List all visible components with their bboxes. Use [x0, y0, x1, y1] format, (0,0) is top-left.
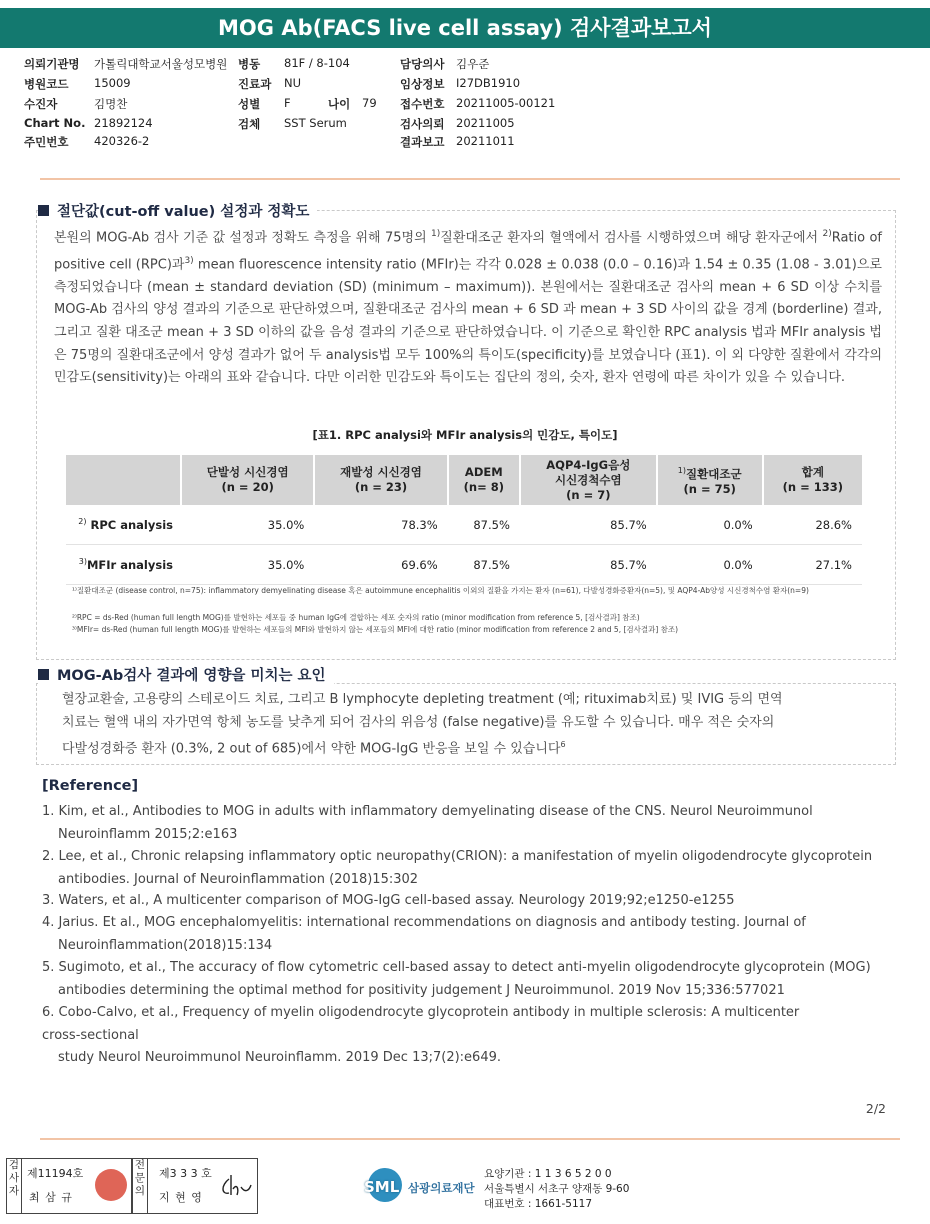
sensitivity-table — [66, 455, 862, 585]
footnote-1: ¹⁾질환대조군 (disease control, n=75): inflammatory demyelinating disease 혹은 autoimmune encephalitis 이외의 질환을 가지는 환자 (n=61), 다발성경화증환자(n=5), 및 AQP4-Ab양성 시신경척수염 환자(n=9) — [72, 586, 809, 595]
table-header-cell: 단발성 시신경염 (n = 20) — [181, 455, 314, 505]
row-header: $^{3)}$MFIr analysis — [66, 545, 181, 585]
footer-divider — [40, 1138, 900, 1140]
p1-part-c: Ratio of positive cell (RPC)과 — [54, 230, 882, 273]
table-row — [66, 545, 862, 585]
chart-value: 21892124 — [94, 116, 153, 130]
page-number: 2/2 — [865, 1101, 886, 1116]
section1-paragraph — [54, 223, 882, 390]
org-logo-text: SML — [364, 1178, 400, 1196]
receipt-label: 접수번호 — [400, 97, 445, 111]
age-label: 나이 — [328, 97, 351, 111]
signature-tag: 전문의 — [133, 1159, 148, 1213]
table-cell: 35.0% — [181, 505, 314, 545]
signature-icon — [219, 1171, 253, 1201]
tester-name: 최 삼 규 — [29, 1191, 73, 1204]
signature-box-specialist — [132, 1158, 258, 1214]
table-cell: 0.0% — [657, 545, 763, 585]
section1-title: 절단값(cut-off value) 설정과 정확도 — [57, 204, 310, 220]
reference-item: 6. Cobo-Calvo, et al., Frequency of myelin oligodendrocyte glycoprotein antibody in multiple sclerosis: A multicenter cross-sectional study Neurol Neuroimmunol Neuroinflamm. 2019 Dec 13;7(2):e649. — [42, 1005, 800, 1065]
institution-value: 가톨릭대학교서울성모병원 — [94, 57, 228, 71]
p1-sup-1: 1) — [431, 229, 441, 239]
footnote-2: ²⁾RPC = ds-Red (human full length MOG)를 발현하는 세포들 중 human IgG에 결합하는 세포 숫자의 ratio (minor modification from reference 5, [검사결과] 참조) — [72, 613, 640, 622]
signature-tag: 검사자 — [7, 1159, 22, 1213]
name-label: 수진자 — [24, 97, 58, 111]
table-cell: 85.7% — [520, 545, 657, 585]
reference-item: 1. Kim, et al., Antibodies to MOG in adults with inflammatory demyelinating disease of the CNS. Neurol Neuroimmunol Neuroinflamm 2015;2:e163 — [42, 804, 813, 842]
sex-value: F — [284, 96, 291, 110]
table-cell: 35.0% — [181, 545, 314, 585]
bullet-square-icon — [38, 669, 49, 680]
dept-label: 진료과 — [238, 77, 272, 91]
reference-item: 5. Sugimoto, et al., The accuracy of flow cytometric cell-based assay to detect anti-myelin oligodendrocyte glycoprotein (MOG) antibodies determining the optimal method for positivity judgement J Neuroimmunol. 2019 Nov 15;336:577021 — [42, 960, 871, 998]
table-header-cell: 합계 (n = 133) — [763, 455, 862, 505]
ward-label: 병동 — [238, 57, 261, 71]
id-value: 420326-2 — [94, 134, 150, 148]
table-cell: 87.5% — [448, 545, 520, 585]
care-institution-code: 요양기관 : 1 1 3 6 5 2 0 0 — [484, 1168, 612, 1180]
p1-part-a: 본원의 MOG-Ab 검사 기준 값 설정과 정확도 측정을 위해 75명의 — [54, 230, 432, 246]
p1-part-b: 질환대조군 환자의 혈액에서 검사를 시행하였으며 해당 환자군에서 — [440, 230, 823, 246]
section1-heading — [38, 200, 317, 221]
report-date-value: 20211011 — [456, 134, 515, 148]
hospital-code-value: 15009 — [94, 76, 131, 90]
table-cell: 78.3% — [314, 505, 447, 545]
table-header-cell: AQP4-IgG음성 시신경척수염 (n = 7) — [520, 455, 657, 505]
table-cell: 69.6% — [314, 545, 447, 585]
references-title: [Reference] — [42, 778, 139, 794]
section2-line: 다발성경화증 환자 (0.3%, 2 out of 685)에서 약한 MOG-IgG 반응을 보일 수 있습니다$^6$ — [62, 740, 566, 757]
doctor-label: 담당의사 — [400, 57, 445, 71]
section2-paragraph — [62, 689, 882, 761]
request-value: 20211005 — [456, 116, 515, 130]
footnote-3: ³⁾MFIr= ds-Red (human full length MOG)를 발현하는 세포들의 MFI와 발현하지 않는 세포들의 MFI에 대한 ratio (minor modification from reference 2 and 5, [검사결과] 참조) — [72, 625, 679, 634]
request-label: 검사의뢰 — [400, 117, 445, 131]
seal-icon — [95, 1169, 127, 1201]
table-cell: 27.1% — [763, 545, 862, 585]
institution-label: 의뢰기관명 — [24, 57, 80, 71]
reference-item: 3. Waters, et al., A multicenter comparison of MOG-IgG cell-based assay. Neurology 2019;92;e1250-e1255 — [42, 893, 735, 908]
p1-sup-2: 2) — [822, 229, 832, 239]
table-cell: 87.5% — [448, 505, 520, 545]
report-date-label: 결과보고 — [400, 135, 445, 149]
table-header-cell: ADEM (n= 8) — [448, 455, 520, 505]
signature-box-tester — [6, 1158, 132, 1214]
section-divider — [40, 178, 900, 180]
dept-value: NU — [284, 76, 302, 90]
table-row — [66, 505, 862, 545]
reference-item: 4. Jarius. Et al., MOG encephalomyelitis: international recommendations on diagnosis and antibody testing. Journal of Neuroinflammation(2018)15:134 — [42, 915, 806, 953]
age-value: 79 — [362, 96, 377, 110]
ward-value: 81F / 8-104 — [284, 56, 350, 70]
p1-sup-3: 3) — [184, 255, 194, 266]
receipt-value: 20211005-00121 — [456, 96, 556, 110]
specimen-label: 검체 — [238, 117, 261, 131]
table-header-cell: 재발성 시신경염 (n = 23) — [314, 455, 447, 505]
bullet-square-icon — [38, 205, 49, 216]
specimen-value: SST Serum — [284, 116, 347, 130]
doctor-value: 김우준 — [456, 57, 490, 71]
section2-line: 치료는 혈액 내의 자가면역 항체 농도를 낮추게 되어 검사의 위음성 (false negative)를 유도할 수 있습니다. 매우 적은 숫자의 — [62, 714, 775, 730]
table-header-empty — [66, 455, 181, 505]
tester-license: 제11194호 — [27, 1167, 84, 1180]
row-header: $^{2)}$ RPC analysis — [66, 505, 181, 545]
table-header-row — [66, 455, 862, 505]
name-value: 김명찬 — [94, 97, 128, 111]
hospital-code-label: 병원코드 — [24, 77, 69, 91]
org-phone: 대표번호 : 1661-5117 — [484, 1198, 593, 1210]
footer — [0, 1148, 930, 1224]
specialist-name: 지 현 영 — [159, 1191, 203, 1204]
sex-label: 성별 — [238, 97, 261, 111]
org-name: 삼광의료재단 — [408, 1181, 475, 1195]
section2-title: MOG-Ab검사 결과에 영향을 미치는 요인 — [57, 668, 326, 684]
clinical-label: 임상정보 — [400, 77, 445, 91]
id-label: 주민번호 — [24, 135, 69, 149]
table-header-cell: $^{1)}$질환대조군 (n = 75) — [657, 455, 763, 505]
org-address: 서울특별시 서초구 양재동 9-60 — [484, 1183, 630, 1195]
table-cell: 85.7% — [520, 505, 657, 545]
clinical-value: I27DB1910 — [456, 76, 521, 90]
section2-heading — [38, 664, 334, 685]
table-cell: 0.0% — [657, 505, 763, 545]
chart-label: Chart No. — [24, 116, 86, 130]
report-title: MOG Ab(FACS live cell assay) 검사결과보고서 — [0, 8, 930, 48]
specialist-license: 제3 3 3 호 — [159, 1167, 212, 1180]
table-caption: [표1. RPC analysi와 MFIr analysis의 민감도, 특이도] — [312, 428, 618, 442]
table-cell: 28.6% — [763, 505, 862, 545]
section2-line: 혈장교환술, 고용량의 스테로이드 치료, 그리고 B lymphocyte depleting treatment (예; rituximab치료) 및 IVIG 등의 면역 — [62, 692, 783, 707]
reference-item: 2. Lee, et al., Chronic relapsing inflammatory optic neuropathy(CRION): a manifestation of myelin oligodendrocyte glycoprotein antibodies. Journal of Neuroinflammation (2018)15:302 — [42, 849, 873, 887]
p1-part-d: mean fluorescence intensity ratio (MFIr)는 각각 0.028 ± 0.038 (0.0 – 0.16)과 1.54 ± 0.35 (1.08 - 3.01)으로 측정되었습니다 (mean ± standard deviation (SD) (minimum – maximum)). 본원에서는 질환대조군 검사의 mean + 6 SD 이상 수치를 MOG-Ab 검사의 양성 결과의 기준으로 판단하였으며, 질환대조군 검사의 mean + 6 SD 과 mean + 3 SD 사이의 값을 경계 (borderline) 결과, 그리고 질환 대조군 mean + 3 SD 이하의 값을 음성 결과의 기준으로 판단하였습니다. 이 기준으로 확인한 RPC analysis 법과 MFIr analysis 법은 75명의 질환대조군에서 양성 결과가 없어 두 analysis법 모두 100%의 특이도(specificity)를 보였습니다 (표1). 이 외 다양한 질환에서 각각의 민감도(sensitivity)는 아래의 표와 같습니다. 다만 이러한 민감도와 특이도는 집단의 정의, 숫자, 환자 연령에 따른 차이가 있을 수 있습니다. — [54, 257, 882, 386]
